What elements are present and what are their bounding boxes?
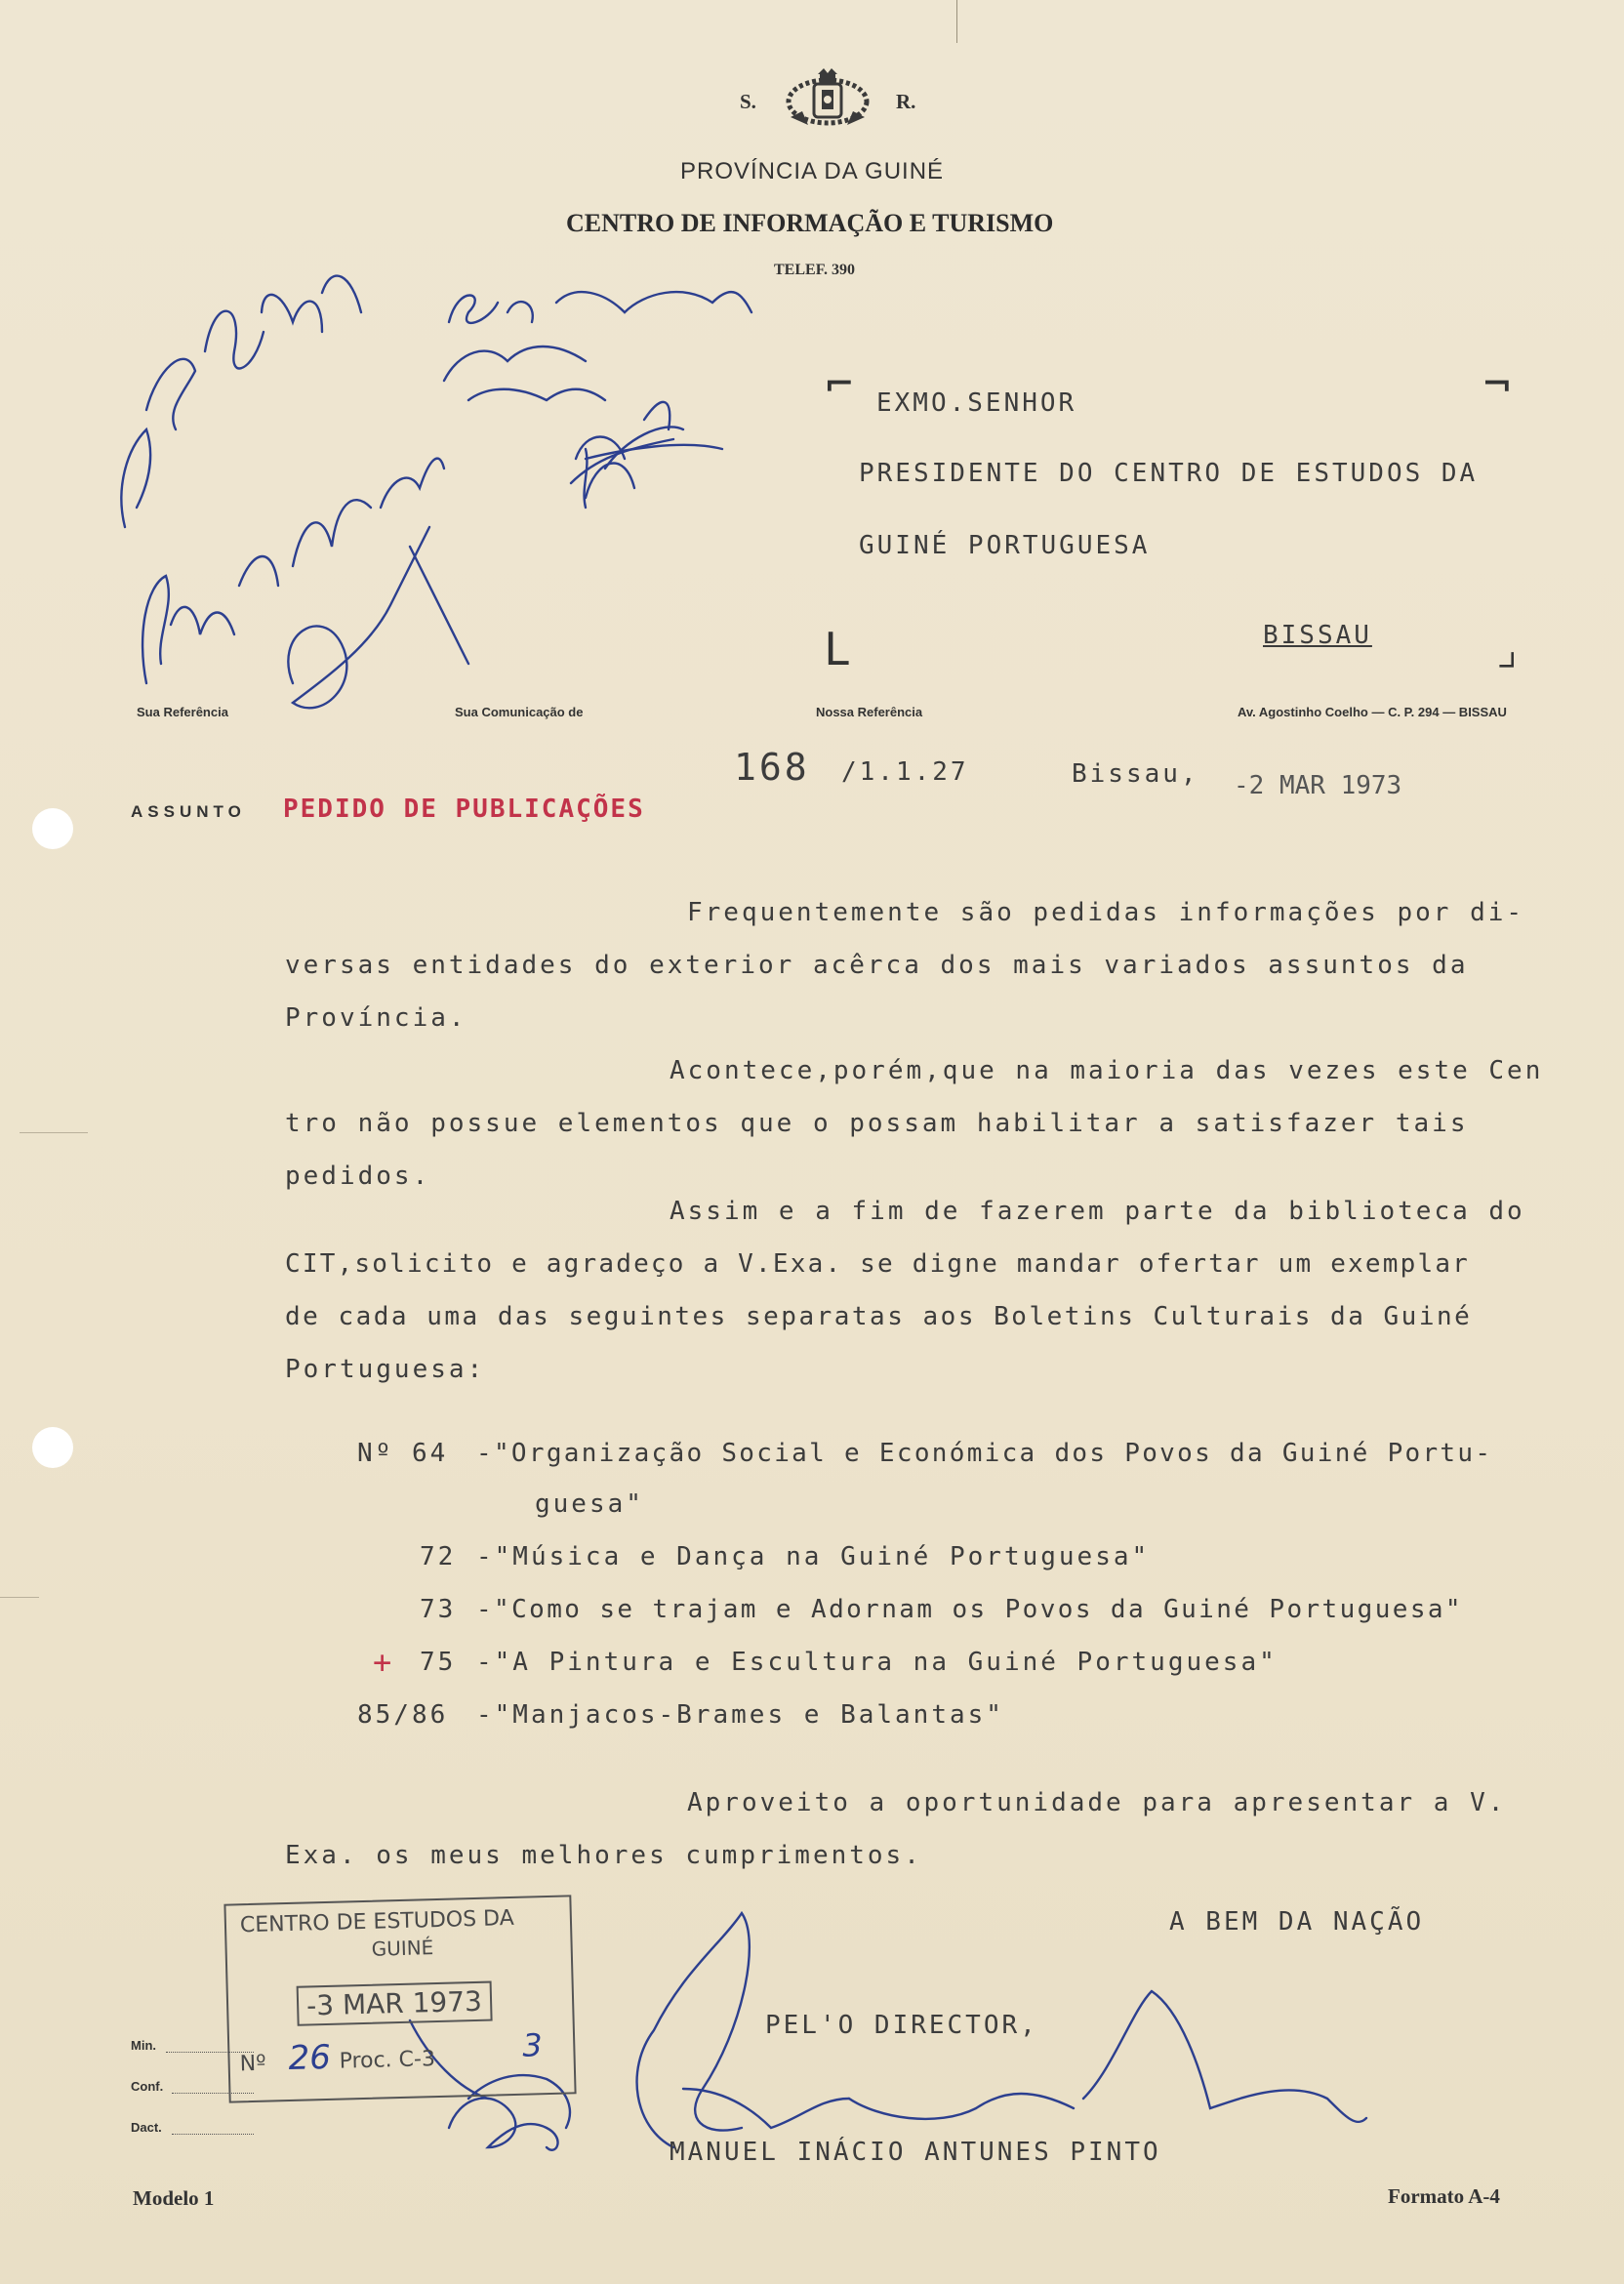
dotted-line-dact [172, 2134, 254, 2135]
date-stamp: -2 MAR 1973 [1234, 771, 1402, 800]
stamp-proc-handwritten: 3 [521, 2026, 544, 2064]
publication-number: 72 [420, 1542, 457, 1571]
label-min: Min. [131, 2038, 156, 2053]
footer-format: Formato A-4 [1388, 2184, 1500, 2208]
signer-name: MANUEL INÁCIO ANTUNES PINTO [670, 2138, 1161, 2167]
body-p1-line-2: versas entidades do exterior acêrca dos mais variados assuntos da [285, 951, 1469, 980]
bracket-top-left: ⌐ [826, 357, 853, 410]
reference-place: Bissau, [1072, 759, 1199, 789]
header-province: PROVÍNCIA DA GUINÉ [680, 158, 945, 184]
publication-number: Nº 64 [357, 1439, 449, 1468]
punch-hole-bottom [32, 1427, 73, 1468]
bracket-bottom-left: L [824, 623, 851, 675]
addressee-line-1: EXMO.SENHOR [876, 388, 1077, 418]
coat-of-arms-icon [783, 68, 873, 133]
stamp-no-value: 26 [288, 2037, 332, 2079]
publication-number: 75 [420, 1648, 457, 1677]
header-r-letter: R. [896, 90, 916, 113]
ink-stroke [121, 429, 150, 527]
header-s-letter: S. [740, 90, 756, 113]
fold-mark-top [956, 0, 957, 43]
publication-title: -"Manjacos-Brames e Balantas" [476, 1700, 1004, 1730]
label-address: Av. Agostinho Coelho — C. P. 294 — BISSAU [1238, 705, 1507, 719]
closing-salutation: A BEM DA NAÇÃO [1169, 1907, 1425, 1937]
bracket-bottom-right: ⌟ [1493, 623, 1521, 675]
body-p3-line-4: Portuguesa: [285, 1355, 486, 1384]
body-p3-line-2: CIT,solicito e agradeço a V.Exa. se digne mandar ofertar um exemplar [285, 1249, 1471, 1279]
publication-title: -"Música e Dança na Guiné Portuguesa" [476, 1542, 1151, 1571]
body-p1-line-1: Frequentemente são pedidas informações por di- [687, 898, 1525, 927]
dotted-line-conf [172, 2093, 254, 2094]
fold-mark-left-2 [0, 1597, 39, 1598]
publication-mark: + [373, 1644, 395, 1681]
publication-number: 73 [420, 1595, 457, 1624]
label-sua-referencia: Sua Referência [137, 705, 228, 719]
publication-number: 85/86 [357, 1700, 449, 1730]
footer-model: Modelo 1 [133, 2186, 215, 2210]
stamp-no-label: Nº [239, 2051, 266, 2077]
addressee-line-3: GUINÉ PORTUGUESA [859, 531, 1151, 560]
punch-hole-top [32, 808, 73, 849]
body-p2-line-2: tro não possue elementos que o possam habilitar a satisfazer tais [285, 1109, 1469, 1138]
label-nossa-referencia: Nossa Referência [816, 705, 923, 719]
publication-title-continued: guesa" [535, 1489, 644, 1519]
bracket-top-right: ¬ [1483, 357, 1511, 410]
label-dact: Dact. [131, 2120, 162, 2135]
body-p2-line-1: Acontece,porém,que na maioria das vezes este Cen [670, 1056, 1544, 1085]
subject-text: PEDIDO DE PUBLICAÇÕES [283, 795, 645, 824]
header-center-name: CENTRO DE INFORMAÇÃO E TURISMO [566, 209, 1054, 237]
subject-label: ASSUNTO [131, 802, 246, 821]
fold-mark-left [20, 1132, 88, 1133]
receipt-stamp [223, 1895, 576, 2102]
closing-line-2: Exa. os meus melhores cumprimentos. [285, 1841, 922, 1870]
header-phone: TELEF. 390 [774, 262, 855, 278]
addressee-line-2: PRESIDENTE DO CENTRO DE ESTUDOS DA [859, 459, 1479, 488]
stamp-line-2: GUINÉ [371, 1936, 434, 1961]
addressee-city: BISSAU [1263, 621, 1372, 650]
publication-title: -"A Pintura e Escultura na Guiné Portuguesa" [476, 1648, 1278, 1677]
publication-title: -"Como se trajam e Adornam os Povos da Guiné Portuguesa" [476, 1595, 1463, 1624]
stamp-line-1: CENTRO DE ESTUDOS DA [239, 1905, 515, 1938]
body-p3-line-1: Assim e a fim de fazerem parte da biblioteca do [670, 1197, 1525, 1226]
label-conf: Conf. [131, 2079, 164, 2094]
label-sua-comunicacao: Sua Comunicação de [455, 705, 584, 719]
reference-number: 168 [734, 746, 810, 789]
publication-title: -"Organização Social e Económica dos Povos da Guiné Portu- [476, 1439, 1493, 1468]
reference-code: /1.1.27 [841, 757, 969, 787]
body-p3-line-3: de cada uma das seguintes separatas aos Boletins Culturais da Guiné [285, 1302, 1473, 1331]
closing-pelo-director: PEL'O DIRECTOR, [765, 2011, 1038, 2040]
stamp-date: -3 MAR 1973 [297, 1981, 493, 2026]
body-p1-line-3: Província. [285, 1003, 467, 1033]
stamp-proc: Proc. C-3 [339, 2047, 436, 2074]
body-p2-line-3: pedidos. [285, 1162, 431, 1191]
closing-line-1: Aproveito a oportunidade para apresentar a V. [687, 1788, 1507, 1817]
dotted-line-min [166, 2052, 254, 2053]
